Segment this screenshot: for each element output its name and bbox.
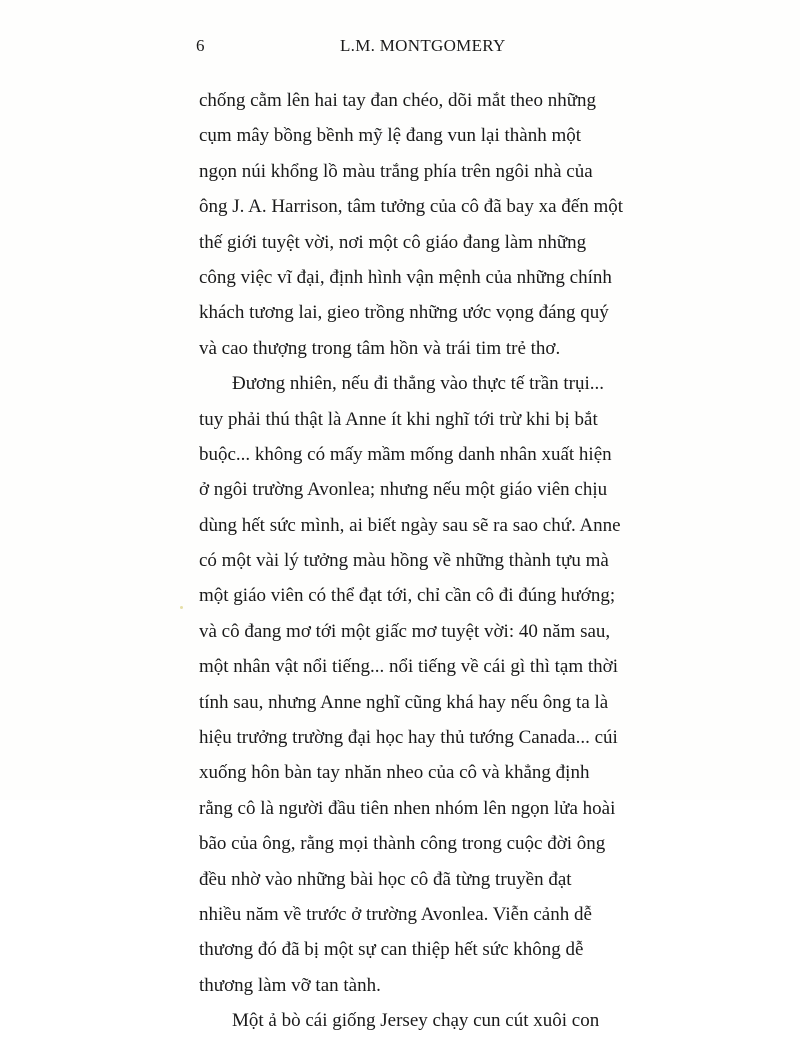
text-line: xuống hôn bàn tay nhăn nheo của cô và khẳng định (199, 762, 590, 784)
page-number: 6 (196, 36, 205, 55)
paragraph-first-line: Đương nhiên, nếu đi thẳng vào thực tế trần trụi... (232, 373, 605, 395)
text-line: bão của ông, rằng mọi thành công trong cuộc đời ông (199, 833, 606, 855)
text-line: tuy phải thú thật là Anne ít khi nghĩ tới trừ khi bị bắt (199, 408, 598, 430)
text-line: ông J. A. Harrison, tâm tưởng của cô đã bay xa đến một (199, 196, 624, 218)
body-text (199, 83, 629, 1039)
text-line: đều nhờ vào những bài học cô đã từng truyền đạt (199, 868, 572, 890)
text-line: tính sau, nhưng Anne nghĩ cũng khá hay nếu ông ta là (199, 691, 609, 713)
text-line: một giáo viên có thể đạt tới, chỉ cần cô đi đúng hướng; (199, 585, 616, 607)
text-line: thương làm vỡ tan tành. (199, 974, 381, 996)
paper-speck (180, 606, 183, 609)
text-line: và cô đang mơ tới một giấc mơ tuyệt vời: 40 năm sau, (199, 620, 611, 642)
running-head-author: L.M. MONTGOMERY (340, 36, 506, 55)
paragraph-first-line: Một ả bò cái giống Jersey chạy cun cút xuôi con (232, 1010, 600, 1032)
running-head (196, 36, 626, 60)
text-line: cụm mây bồng bềnh mỹ lệ đang vun lại thành một (199, 125, 582, 147)
text-line: buộc... không có mấy mầm mống danh nhân xuất hiện (199, 443, 612, 465)
text-line: chống cằm lên hai tay đan chéo, dõi mắt theo những (199, 90, 597, 111)
text-line: thương đó đã bị một sự can thiệp hết sức không dễ (199, 939, 584, 961)
text-line: khách tương lai, gieo trồng những ước vọng đáng quý (199, 302, 609, 324)
text-line: có một vài lý tưởng màu hồng về những thành tựu mà (199, 550, 609, 572)
text-line: rằng cô là người đầu tiên nhen nhóm lên ngọn lửa hoài (199, 797, 616, 819)
text-line: hiệu trưởng trường đại học hay thủ tướng Canada... cúi (199, 727, 618, 749)
text-line: ở ngôi trường Avonlea; nhưng nếu một giáo viên chịu (199, 479, 608, 501)
text-line: và cao thượng trong tâm hồn và trái tim trẻ thơ. (199, 337, 561, 359)
text-line: dùng hết sức mình, ai biết ngày sau sẽ ra sao chứ. Anne (199, 514, 621, 536)
text-line: công việc vĩ đại, định hình vận mệnh của những chính (199, 266, 612, 288)
text-line: thế giới tuyệt vời, nơi một cô giáo đang làm những (199, 231, 587, 253)
text-line: ngọn núi khổng lồ màu trắng phía trên ngôi nhà của (199, 160, 593, 182)
text-line: một nhân vật nổi tiếng... nổi tiếng về cái gì thì tạm thời (199, 656, 619, 678)
text-line: nhiều năm về trước ở trường Avonlea. Viễn cảnh dễ (199, 903, 592, 925)
